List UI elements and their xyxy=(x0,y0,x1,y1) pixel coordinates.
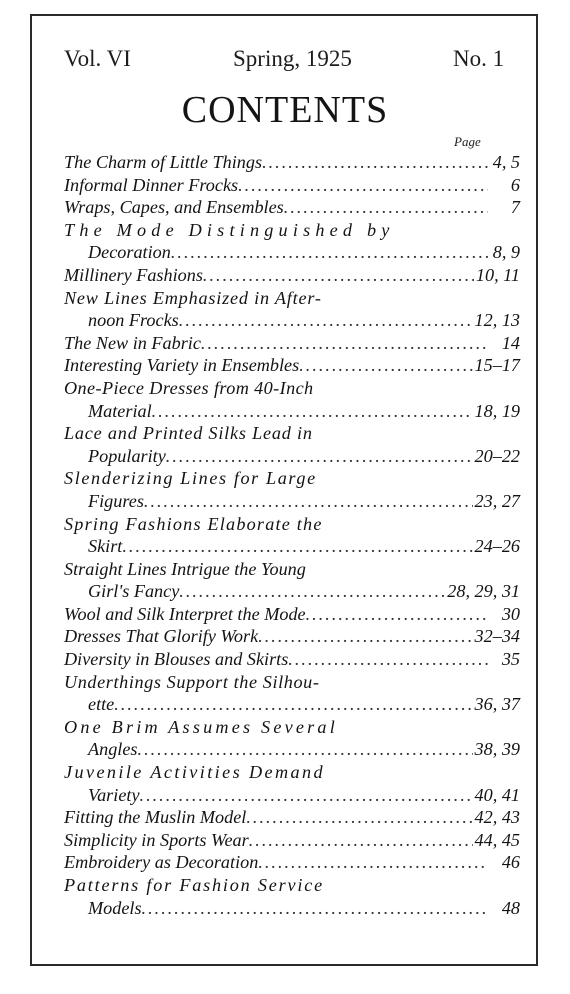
toc-line-page: 10, 11 xyxy=(475,264,520,285)
issue-number: No. 1 xyxy=(453,46,505,71)
toc-line xyxy=(64,716,520,739)
page-column-header: Page xyxy=(454,134,481,149)
toc-line-page: 28, 29, 31 xyxy=(447,581,520,602)
issue-date: Spring, 1925 xyxy=(233,46,352,71)
dot-leader xyxy=(203,264,474,287)
toc-line-text: Simplicity in Sports Wear xyxy=(64,829,249,850)
dot-leader xyxy=(152,400,473,423)
toc-line-text: Underthings Support the Silhou- xyxy=(64,671,320,692)
toc-line-text: Interesting Variety in Ensembles xyxy=(64,355,300,376)
contents-list xyxy=(64,151,520,919)
toc-line-page: 12, 13 xyxy=(474,310,520,331)
toc-line xyxy=(64,467,520,490)
toc-line xyxy=(64,287,520,310)
dot-leader xyxy=(258,625,472,648)
toc-line-page: 23, 27 xyxy=(474,490,520,511)
toc-line-page: 42, 43 xyxy=(474,807,520,828)
toc-line-text: Wraps, Capes, and Ensembles xyxy=(64,197,284,218)
toc-line-page: 7 xyxy=(510,197,520,218)
toc-line xyxy=(64,806,520,829)
toc-line-page: 38, 39 xyxy=(474,739,520,760)
toc-line-page: 40, 41 xyxy=(474,784,520,805)
toc-line-text: One Brim Assumes Several xyxy=(64,716,338,737)
toc-line-page: 35 xyxy=(501,649,520,670)
toc-line-text: Decoration xyxy=(88,242,171,263)
page-title: CONTENTS xyxy=(181,89,389,131)
dot-leader xyxy=(140,784,473,807)
toc-line-text: Spring Fashions Elaborate the xyxy=(64,513,323,534)
toc-line-text: Embroidery as Decoration xyxy=(64,852,259,873)
toc-line-page: 30 xyxy=(501,603,520,624)
toc-line-text: Variety xyxy=(88,784,140,805)
toc-line-text: Informal Dinner Frocks xyxy=(64,174,239,195)
toc-line xyxy=(64,671,520,694)
dot-leader xyxy=(288,648,488,671)
toc-line-text: The New in Fabric xyxy=(64,332,201,353)
toc-line-page: 36, 37 xyxy=(474,694,520,715)
toc-line xyxy=(64,332,520,355)
toc-line xyxy=(64,219,520,242)
toc-line-text: Material xyxy=(88,400,152,421)
toc-line xyxy=(64,535,520,558)
toc-line-text: Angles xyxy=(88,739,138,760)
dot-leader xyxy=(246,806,472,829)
toc-line-text: Popularity xyxy=(88,445,166,466)
toc-line xyxy=(64,625,520,648)
toc-line xyxy=(64,784,520,807)
toc-line xyxy=(64,400,520,423)
toc-line-text: One-Piece Dresses from 40-Inch xyxy=(64,377,314,398)
toc-line-page: 44, 45 xyxy=(474,829,520,850)
toc-line-text: New Lines Emphasized in After- xyxy=(64,287,322,308)
toc-line-page: 4, 5 xyxy=(492,152,520,172)
toc-line-text: Diversity in Blouses and Skirts xyxy=(64,649,289,670)
toc-line xyxy=(64,761,520,784)
toc-line-text: noon Frocks xyxy=(88,310,179,331)
toc-line xyxy=(64,829,520,852)
toc-line-page: 48 xyxy=(501,897,520,918)
toc-line-text: The Charm of Little Things xyxy=(64,152,263,172)
toc-line xyxy=(64,513,520,536)
dot-leader xyxy=(138,738,473,761)
dot-leader xyxy=(201,332,488,355)
toc-line-text: Models xyxy=(88,897,142,918)
toc-line-text: ette xyxy=(88,694,115,715)
dot-leader xyxy=(284,196,488,219)
toc-line xyxy=(64,851,520,874)
toc-line-text: Straight Lines Intrigue the Young xyxy=(64,558,306,579)
dot-leader xyxy=(262,151,488,174)
toc-line-text: The Mode Distinguished by xyxy=(64,219,395,240)
toc-line-page: 8, 9 xyxy=(492,242,520,263)
toc-line-page: 46 xyxy=(501,852,520,873)
toc-line xyxy=(64,738,520,761)
toc-line xyxy=(64,174,520,197)
toc-line-page: 14 xyxy=(501,332,520,353)
dot-leader xyxy=(114,693,472,716)
toc-line-page: 24–26 xyxy=(474,536,520,557)
dot-leader xyxy=(142,897,488,920)
toc-line-text: Fitting the Muslin Model xyxy=(64,807,247,828)
toc-line xyxy=(64,241,520,264)
toc-line-text: Skirt xyxy=(88,536,123,557)
toc-line-text: Juvenile Activities Demand xyxy=(64,762,326,783)
dot-leader xyxy=(299,354,472,377)
toc-line xyxy=(64,422,520,445)
toc-line xyxy=(64,377,520,400)
toc-line xyxy=(64,693,520,716)
toc-line-text: Millinery Fashions xyxy=(64,264,203,285)
toc-line-page: 6 xyxy=(510,174,520,195)
dot-leader xyxy=(258,851,488,874)
toc-line xyxy=(64,580,520,603)
dot-leader xyxy=(166,445,473,468)
dot-leader xyxy=(144,490,473,513)
toc-line-text: Girl's Fancy xyxy=(88,581,180,602)
toc-line-page: 20–22 xyxy=(474,445,520,466)
dot-leader xyxy=(179,580,445,603)
toc-line xyxy=(64,648,520,671)
toc-line xyxy=(64,354,520,377)
toc-line-text: Figures xyxy=(88,490,144,511)
dot-leader xyxy=(179,309,473,332)
toc-line xyxy=(64,897,520,920)
toc-line xyxy=(64,558,520,581)
toc-line-text: Patterns for Fashion Service xyxy=(64,875,325,895)
toc-line-page: 32–34 xyxy=(474,626,520,647)
toc-line-page: 18, 19 xyxy=(474,400,520,421)
toc-line-page: 15–17 xyxy=(474,355,520,376)
volume-label: Vol. VI xyxy=(64,46,131,71)
toc-line xyxy=(64,196,520,219)
dot-leader xyxy=(238,174,488,197)
toc-line xyxy=(64,603,520,626)
toc-line xyxy=(64,874,520,897)
toc-line xyxy=(64,490,520,513)
toc-line-text: Slenderizing Lines for Large xyxy=(64,468,317,489)
dot-leader xyxy=(171,241,488,264)
toc-line xyxy=(64,309,520,332)
dot-leader xyxy=(122,535,472,558)
toc-line xyxy=(64,264,520,287)
toc-line-text: Dresses That Glorify Work xyxy=(64,626,259,647)
dot-leader xyxy=(249,829,473,852)
toc-line-text: Wool and Silk Interpret the Mode xyxy=(64,603,306,624)
toc-line-text: Lace and Printed Silks Lead in xyxy=(64,423,313,444)
toc-line xyxy=(64,445,520,468)
dot-leader xyxy=(306,603,488,626)
toc-line xyxy=(64,151,520,174)
